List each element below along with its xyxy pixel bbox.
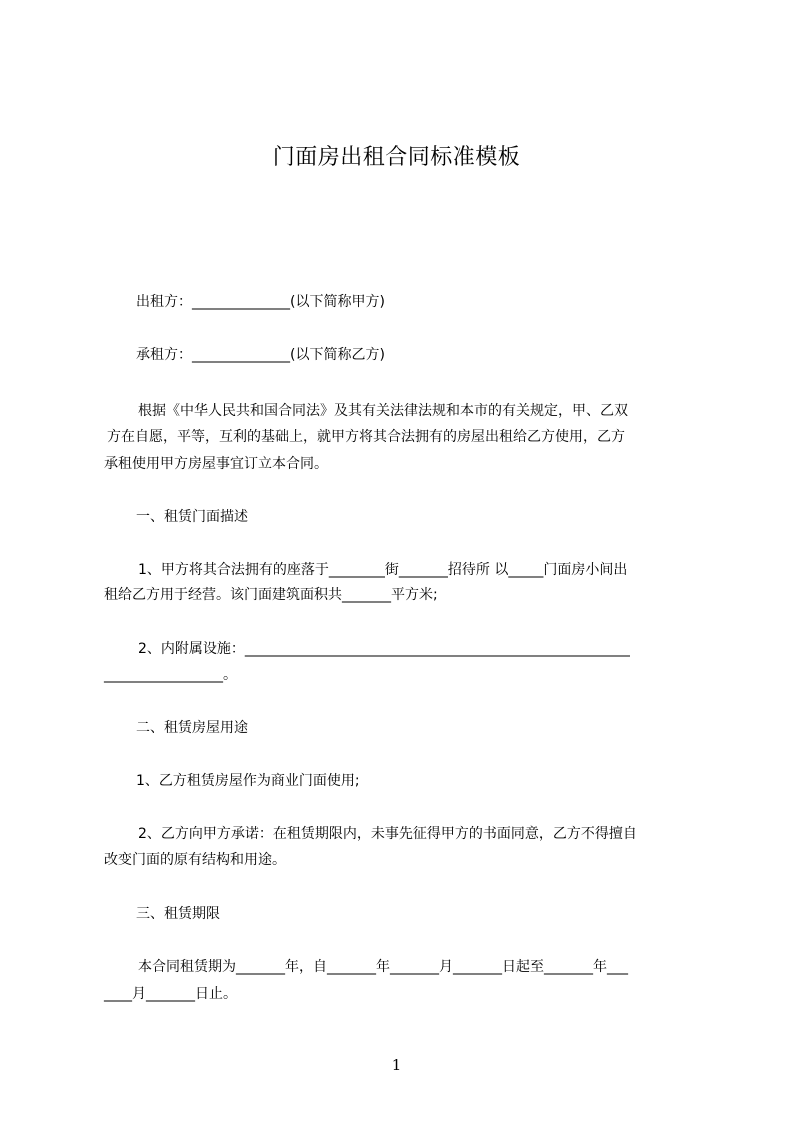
document-title: 门面房出租合同标准模板 — [272, 145, 521, 170]
section-2-item-2-line-1: 2、乙方向甲方承诺：在租赁期限内，未事先征得甲方的书面同意，乙方不得擅自 — [138, 826, 637, 842]
lessee-line: 承租方：______________(以下简称乙方) — [136, 347, 385, 363]
intro-line-1: 根据《中华人民共和国合同法》及其有关法律法规和本市的有关规定，甲、乙双 — [138, 403, 628, 419]
section-1-item-2-line-1: 2、内附属设施：_______________________________________________________ — [138, 641, 630, 657]
section-1-item-1-line-2: 租给乙方用于经营。该门面建筑面积共_______平方米; — [104, 587, 438, 603]
section-1-item-2-line-2: _________________。 — [104, 667, 237, 683]
section-2-heading: 二、租赁房屋用途 — [136, 720, 248, 736]
section-3-item-1-line-2: ____月_______日止。 — [104, 986, 237, 1002]
section-1-heading: 一、租赁门面描述 — [136, 509, 248, 525]
section-3-heading: 三、租赁期限 — [136, 906, 220, 922]
section-3-item-1-line-1: 本合同租赁期为_______年，自_______年_______月_______日起至_______年___ — [138, 959, 628, 975]
intro-line-2: 方在自愿，平等，互利的基础上，就甲方将其合法拥有的房屋出租给乙方使用，乙方 — [107, 429, 625, 445]
page-number: 1 — [391, 1056, 402, 1074]
section-2-item-1: 1、乙方租赁房屋作为商业门面使用; — [136, 773, 360, 789]
section-1-item-1-line-1: 1、甲方将其合法拥有的座落于________街_______招待所 以_____门面房小间出 — [138, 562, 628, 578]
intro-line-3: 承租使用甲方房屋事宜订立本合同。 — [104, 456, 328, 472]
lessor-line: 出租方：______________(以下简称甲方) — [136, 294, 385, 310]
section-2-item-2-line-2: 改变门面的原有结构和用途。 — [104, 852, 286, 868]
